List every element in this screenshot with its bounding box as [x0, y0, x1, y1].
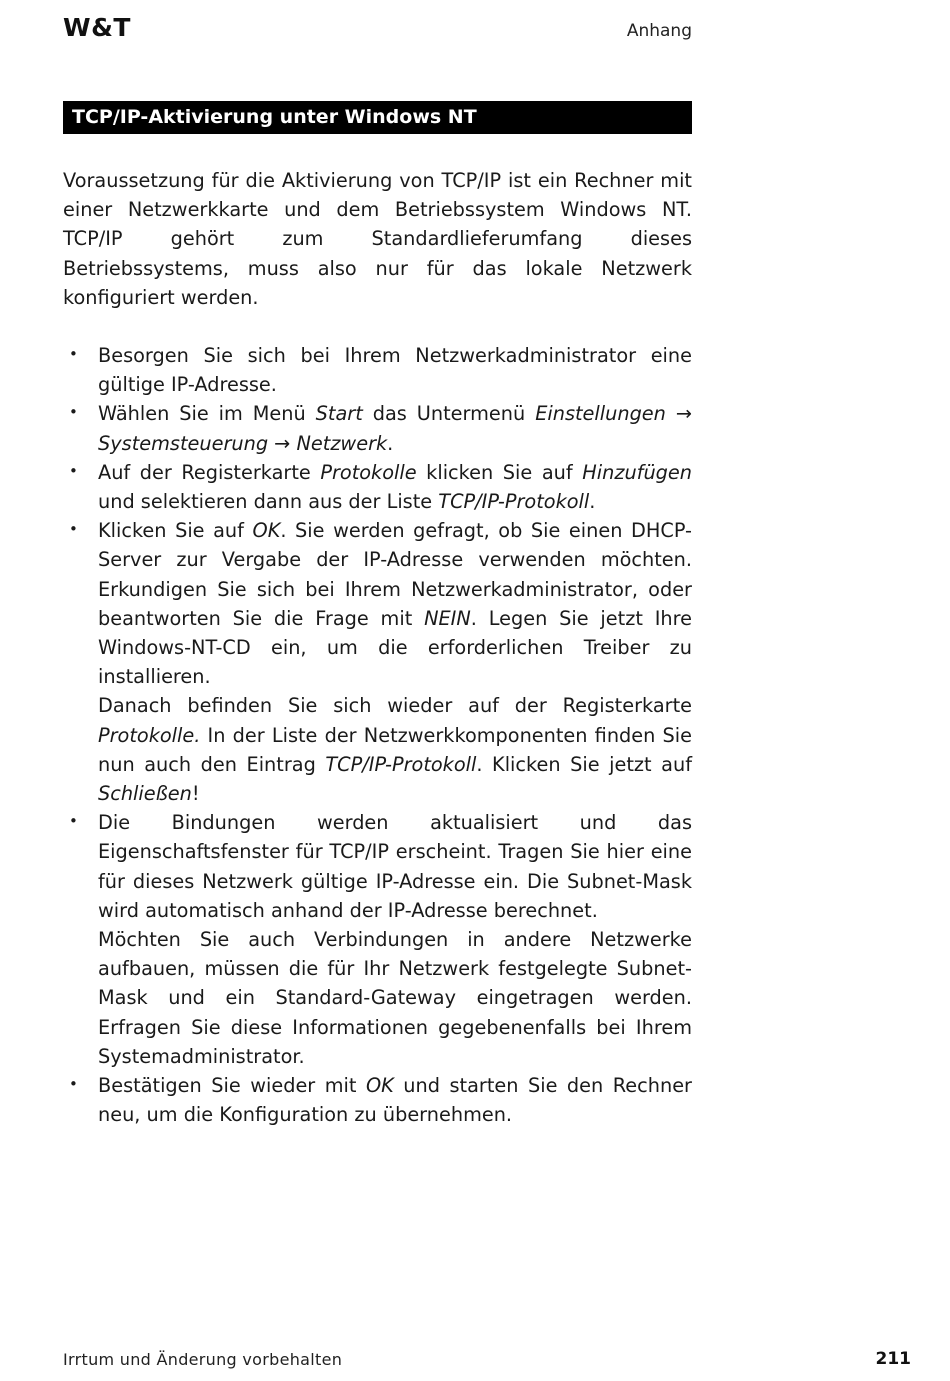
ui-term: Hinzufügen	[582, 460, 692, 484]
section-heading: TCP/IP-Aktivierung unter Windows NT	[63, 101, 692, 134]
step-text: . Legen Sie jetzt Ihre Windows-NT-CD ein, um die erforderlichen Treiber zu installieren.	[98, 606, 692, 689]
content	[63, 166, 692, 1130]
step-paragraph	[98, 691, 692, 808]
step-text: In der Liste der Netzwerkkomponenten finden Sie nun auch den Eintrag	[98, 723, 692, 776]
step-text: und starten Sie den Rechner neu, um die Konfiguration zu übernehmen.	[98, 1074, 692, 1127]
ui-term: TCP/IP-Protokoll	[325, 752, 477, 776]
footer-note: Irrtum und Änderung vorbehalten	[63, 1350, 343, 1369]
step-list	[63, 341, 692, 1129]
ui-term: OK	[365, 1074, 394, 1098]
step-text: Danach befinden Sie sich wieder auf der Registerkarte	[98, 694, 692, 718]
step-text: Besorgen Sie sich bei Ihrem Netzwerkadministrator eine gültige IP-Adresse.	[98, 344, 692, 397]
step-text: Wählen Sie im Menü	[98, 402, 316, 426]
step-text: .	[589, 490, 596, 514]
step-text: Bestätigen Sie wieder mit	[98, 1074, 366, 1098]
intro-paragraph: Voraussetzung für die Aktivierung von TCP/IP ist ein Rechner mit einer Netzwerkkarte und dem Betriebssystem Windows NT. TCP/IP gehört zum Standardlieferumfang dieses Betriebssystems, muss also nur für das lokale Netzwerk konfiguriert werden.	[63, 169, 692, 309]
list-item	[63, 1071, 692, 1129]
step-text: !	[191, 782, 200, 806]
list-item	[63, 516, 692, 808]
step-text: . Klicken Sie jetzt auf	[476, 752, 692, 776]
page-number: 211	[875, 1349, 911, 1369]
step-text: . Sie werden gefragt, ob Sie einen DHCP-Server zur Vergabe der IP-Adresse verwenden möchten. Erkundigen Sie sich bei Ihrem Netzwerkadministrator, oder beantworten Sie die Frage mit	[98, 519, 692, 630]
ui-term: TCP/IP-Protokoll	[438, 490, 590, 514]
step-paragraph	[98, 516, 692, 691]
menu-term: Start	[315, 402, 363, 426]
step-paragraph: • Die Bindungen werden aktualisiert und das Eigenschaftsfenster für TCP/IP erscheint. Tragen Sie hier eine für dieses Netzwerk gültige IP-Adresse ein. Die Subnet-Mask wird automatisch anhand der IP-Adresse berechnet.	[98, 811, 692, 922]
ui-term: Protokolle.	[98, 723, 201, 747]
step-text: .	[387, 431, 394, 455]
ui-term: NEIN	[424, 606, 471, 630]
step-paragraph: Möchten Sie auch Verbindungen in andere Netzwerke aufbauen, müssen die für Ihr Netzwerk festgelegte Subnet-Mask und ein Standard-Gateway eingetragen werden. Erfragen Sie diese Informationen gegebenenfalls bei Ihrem Systemadministrator.	[98, 928, 692, 1068]
brand-logo: W&T	[63, 13, 131, 42]
step-text: das Untermenü	[362, 402, 536, 426]
ui-term: Schließen	[98, 782, 192, 806]
step-text: Auf der Registerkarte	[98, 460, 321, 484]
list-item	[63, 808, 692, 1071]
step-text: Klicken Sie auf	[98, 519, 253, 543]
list-item	[63, 458, 692, 516]
ui-term: Protokolle	[320, 460, 417, 484]
list-item	[63, 399, 692, 457]
ui-term: OK	[252, 519, 281, 543]
list-item	[63, 341, 692, 399]
step-text: und selektieren dann aus der Liste	[98, 490, 439, 514]
step-text: klicken Sie auf	[416, 460, 583, 484]
menu-path: Einstellungen → Systemsteuerung → Netzwerk	[98, 402, 693, 455]
section-label: Anhang	[626, 21, 692, 41]
